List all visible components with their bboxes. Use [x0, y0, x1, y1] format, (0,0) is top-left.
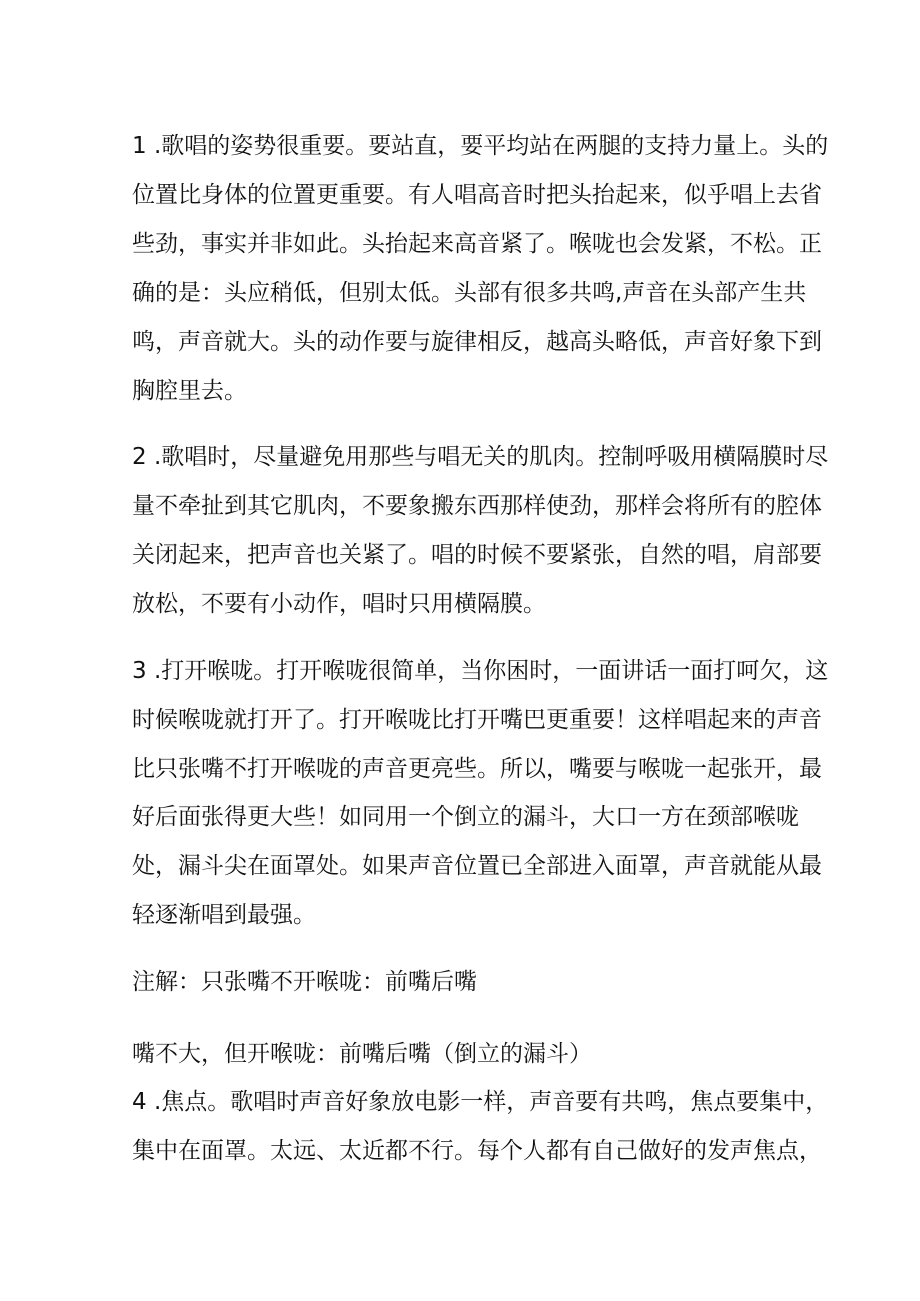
- paragraph-1-line-3: 些劲，事实并非如此。头抬起来高音紧了。喉咙也会发紧，不松。正: [132, 231, 822, 257]
- paragraph-3-line-3: 比只张嘴不打开喉咙的声音更亮些。所以，嘴要与喉咙一起张开，最: [132, 756, 822, 782]
- paragraph-1-line-5: 鸣，声音就大。头的动作要与旋律相反，越高头略低，声音好象下到: [132, 329, 822, 355]
- paragraph-3-line-5: 处，漏斗尖在面罩处。如果声音位置已全部进入面罩，声音就能从最: [132, 853, 822, 879]
- paragraph-2-line-4: 放松，不要有小动作，唱时只用横隔膜。: [132, 591, 546, 617]
- paragraph-3-line-6: 轻逐渐唱到最强。: [132, 902, 316, 928]
- note-line-2: 嘴不大，但开喉咙：前嘴后嘴（倒立的漏斗）: [132, 1041, 592, 1067]
- note-line-1: 注解：只张嘴不开喉咙：前嘴后嘴: [132, 969, 477, 995]
- paragraph-1-line-1: 1 .歌唱的姿势很重要。要站直，要平均站在两腿的支持力量上。头的: [132, 133, 829, 159]
- paragraph-2-line-1: 2 .歌唱时，尽量避免用那些与唱无关的肌肉。控制呼吸用横隔膜时尽: [132, 444, 829, 470]
- paragraph-1-line-6: 胸腔里去。: [132, 378, 247, 404]
- paragraph-2-line-2: 量不牵扯到其它肌肉，不要象搬东西那样使劲，那样会将所有的腔体: [132, 493, 822, 519]
- paragraph-4-line-2: 集中在面罩。太远、太近都不行。每个人都有自己做好的发声焦点，: [132, 1138, 822, 1164]
- paragraph-2-line-3: 关闭起来，把声音也关紧了。唱的时候不要紧张，自然的唱，肩部要: [132, 542, 822, 568]
- paragraph-3-line-4: 好后面张得更大些！如同用一个倒立的漏斗，大口一方在颈部喉咙: [132, 804, 799, 830]
- paragraph-3-line-1: 3 .打开喉咙。打开喉咙很简单，当你困时，一面讲话一面打呵欠，这: [132, 658, 829, 684]
- paragraph-1-line-2: 位置比身体的位置更重要。有人唱高音时把头抬起来，似乎唱上去省: [132, 182, 822, 208]
- paragraph-3-line-2: 时候喉咙就打开了。打开喉咙比打开嘴巴更重要！这样唱起来的声音: [132, 707, 822, 733]
- paragraph-1-line-4: 确的是：头应稍低，但别太低。头部有很多共鸣,声音在头部产生共: [132, 280, 807, 306]
- paragraph-4-line-1: 4 .焦点。歌唱时声音好象放电影一样，声音要有共鸣，焦点要集中，: [132, 1089, 829, 1115]
